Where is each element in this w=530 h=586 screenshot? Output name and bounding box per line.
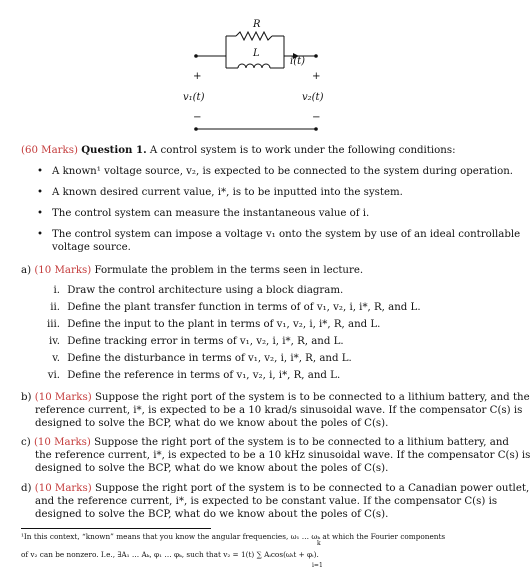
- question-header: [21, 144, 456, 157]
- part-c-marks: (10 Marks): [33, 437, 91, 448]
- list-item: v. Define the disturbance in terms of v₁, v₂, i, i*, R, and L.: [52, 353, 352, 364]
- terminal-top-right: [314, 54, 318, 58]
- part-a-marks: (10 Marks): [34, 265, 92, 276]
- plus-right: +: [312, 71, 321, 82]
- part-b-line: Suppose the right port of the system is to be connected to a lithium battery, and the: [94, 392, 530, 403]
- sum-upper-limit: k: [317, 540, 321, 547]
- v1-label: v₁(t): [183, 92, 205, 103]
- part-d-marks: (10 Marks): [34, 483, 92, 494]
- v2-label: v₂(t): [302, 92, 324, 103]
- bullet-item-continued: voltage source.: [52, 242, 131, 253]
- bullet-item: • The control system can measure the instantaneous value of i.: [37, 208, 370, 219]
- bullet-item: • The control system can impose a voltage v₁ onto the system by use of an ideal controllable: [37, 229, 521, 240]
- part-c-line: Suppose the right port of the system is to be connected to a lithium battery, and: [94, 437, 509, 448]
- inductor-label: L: [253, 48, 260, 59]
- terminal-top-left: [194, 54, 198, 58]
- part-a: [21, 264, 363, 277]
- footnote: [21, 531, 445, 560]
- part-b-line: designed to solve the BCP, what do we know about the poles of C(s).: [35, 418, 389, 429]
- circuit-svg: [0, 0, 530, 140]
- part-c-line: designed to solve the BCP, what do we know about the poles of C(s).: [35, 463, 389, 474]
- bullet-item: • A known¹ voltage source, v₂, is expected to be connected to the system during operation.: [37, 166, 514, 177]
- circuit-diagram: [0, 0, 530, 140]
- part-d-line: and the reference current, i*, is expected to be constant value. If the compensator C(s) is: [35, 496, 498, 507]
- part-d: [21, 482, 529, 521]
- footnote-divider: [21, 528, 211, 529]
- footnote-line-1: ¹In this context, “known” means that you know the angular frequencies, ω₁ … ωₖ at which the Fourier components: [21, 532, 446, 541]
- plus-left: +: [193, 71, 202, 82]
- part-b: [21, 391, 530, 430]
- part-a-text: Formulate the problem in the terms seen in lecture.: [94, 265, 364, 276]
- list-item: iii. Define the input to the plant in terms of v₁, v₂, i, i*, R, and L.: [46, 319, 381, 330]
- part-a-letter: a): [21, 265, 32, 276]
- resistor-label: R: [253, 19, 261, 30]
- minus-left: −: [193, 112, 202, 123]
- part-b-letter: b): [21, 392, 32, 403]
- part-c-line: the reference current, i*, is expected to be a 10 kHz sinusoidal wave. If the compensator C(s) is: [35, 450, 530, 461]
- footnote-line-2: of v₂ can be nonzero. I.e., ∃A₁ … Aₖ, φ₁ … φₖ, such that v₂ = 1(t) ∑ Aᵢcos(ωᵢt + φᵢ).: [21, 550, 319, 559]
- part-c-letter: c): [21, 437, 31, 448]
- conditions-list: [37, 165, 521, 254]
- bullet-item: • A known desired current value, i*, is to be inputted into the system.: [37, 187, 403, 198]
- part-d-letter: d): [21, 483, 32, 494]
- current-label: i(t): [290, 56, 306, 67]
- part-b-marks: (10 Marks): [34, 392, 92, 403]
- resistor-symbol: [236, 32, 272, 40]
- question-intro: A control system is to work under the following conditions:: [149, 145, 456, 156]
- list-item: vi. Define the reference in terms of v₁, v₂, i, i*, R, and L.: [47, 370, 341, 381]
- part-a-items: [44, 284, 421, 386]
- part-c: [21, 436, 530, 475]
- part-b-line: reference current, i*, is expected to be a 10 krad/s sinusoidal wave. If the compensator C(s) is: [35, 405, 523, 416]
- part-d-line: Suppose the right port of the system is to be connected to a Canadian power outlet,: [94, 483, 530, 494]
- sum-lower-limit: i=1: [312, 562, 323, 569]
- list-item: iv. Define tracking error in terms of v₁, v₂, i, i*, R, and L.: [48, 336, 344, 347]
- inductor-symbol: [238, 64, 270, 68]
- question-marks: (60 Marks): [21, 145, 78, 156]
- list-item: i. Draw the control architecture using a block diagram.: [53, 285, 344, 296]
- question-title: Question 1.: [81, 144, 147, 156]
- list-item: ii. Define the plant transfer function in terms of of v₁, v₂, i, i*, R, and L.: [50, 302, 421, 313]
- part-d-line: designed to solve the BCP, what do we know about the poles of C(s).: [35, 509, 389, 520]
- minus-right: −: [312, 112, 321, 123]
